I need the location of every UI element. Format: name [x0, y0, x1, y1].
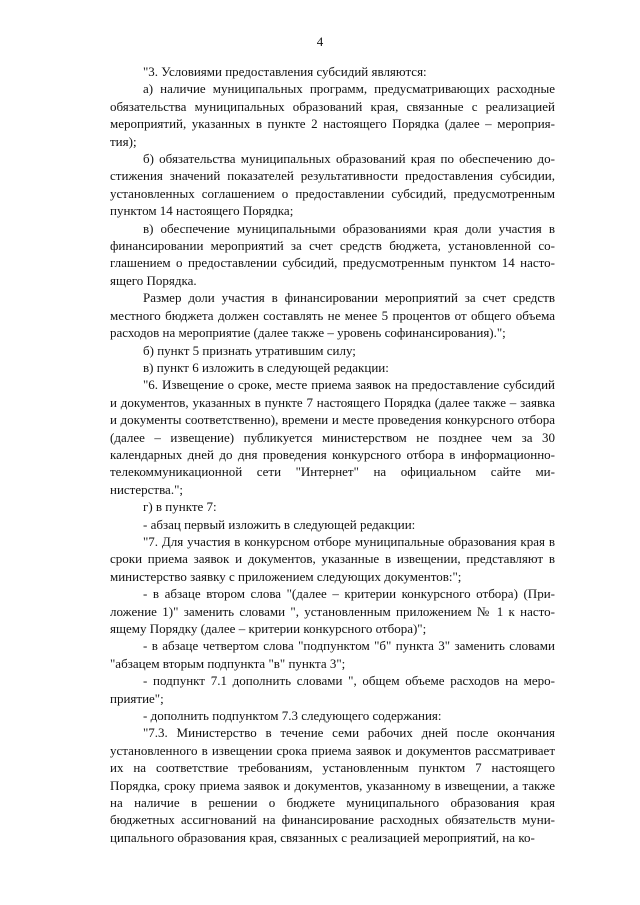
- paragraph-condition-b: б) обязательства муниципальных образований края по обеспечению достижения значений показателей результативности предоставления субсидии, установленных соглашением о предоставлении субсидий, предусмотренным пунктом 14 настоящего Порядка;: [110, 151, 555, 219]
- paragraph-condition-v: в) обеспечение муниципальными образованиями края доли участия в финансировании мероприятий за счет средств бюджета, установленной соглашением о предоставлении субсидий, предусмотренным пунктом 14 настоящего Порядка.: [110, 220, 555, 288]
- paragraph-item-7-1: - подпункт 7.1 дополнить словами ", общем объеме расходов на мероприятие";: [110, 673, 555, 706]
- paragraph-item-7-second: - в абзаце втором слова "(далее – критерии конкурсного отбора) (Приложение 1)" заменить словами ", установленным приложением № 1 к настоящему Порядку (далее – критерии конкурсного отбора)";: [110, 586, 555, 636]
- page-number: 4: [316, 34, 324, 49]
- paragraph-item-6-text: "6. Извещение о сроке, месте приема заявок на предоставление субсидий и документов, указанных в пункте 7 настоящего Порядка (далее также – заявка и документы соответственно), времени и месте проведения конкурсного отбора (далее – извещение) публикуется министерством не позднее чем за 30 календарных дней до дня проведения конкурсного отбора в информационно-телекоммуникационной сети "Интернет" на официальном сайте министерства.";: [110, 377, 555, 497]
- paragraph-condition-intro: "3. Условиями предоставления субсидий являются:: [143, 64, 427, 79]
- paragraph-item-7-3-text: "7.3. Министерство в течение семи рабочих дней после окончания установленного в извещении срока приема заявок и документов рассматривает их на соответствие требованиям, установленным пунктом 7 настоящего Порядка, сроку приема заявок и документов, указанному в извещении, а также на наличие в решении о бюджете муниципального образования края бюджетных ассигнований на финансирование расходных обязательств муниципального образования края, связанных с реализацией мероприятий, на ко-: [110, 725, 555, 845]
- paragraph-amend-item-6: в) пункт 6 изложить в следующей редакции:: [143, 359, 389, 375]
- paragraph-amend-item-7: г) в пункте 7:: [143, 499, 217, 515]
- paragraph-condition-a: а) наличие муниципальных программ, предусматривающих расходные обязательства муниципальных образований края, связанные с реализацией мероприятий, указанных в пункте 2 настоящего Порядка (далее – мероприятия);: [110, 81, 555, 149]
- paragraph-add-item-7-3: - дополнить подпунктом 7.3 следующего содержания:: [143, 708, 442, 724]
- paragraph-item-7-fourth: - в абзаце четвертом слова "подпунктом "б" пункта 3" заменить словами "абзацем вторым подпункта "в" пункта 3";: [110, 638, 555, 671]
- paragraph-amend-item-5: б) пункт 5 признать утратившим силу;: [143, 342, 356, 358]
- paragraph-cofinancing-share: Размер доли участия в финансировании мероприятий за счет средств местного бюджета должен составлять не менее 5 процентов от общего объема расходов на мероприятие (далее также – уровень софинансирования).";: [110, 290, 555, 341]
- paragraph-item-7-first: - абзац первый изложить в следующей редакции:: [143, 516, 416, 532]
- document-body: [110, 63, 555, 846]
- paragraph-item-7-text: "7. Для участия в конкурсном отборе муниципальные образования края в сроки приема заявок и документов, указанные в извещении, представляют в министерство заявку с приложением следующих документов:";: [110, 533, 555, 584]
